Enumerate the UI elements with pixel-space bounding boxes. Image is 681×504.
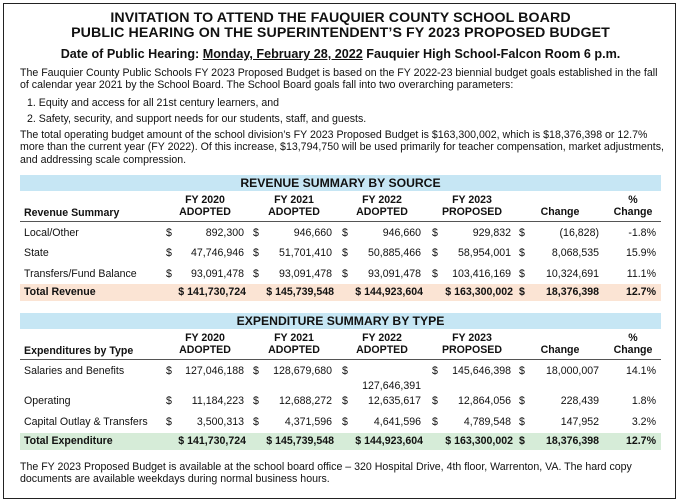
title-line-1: INVITATION TO ATTEND THE FAUQUIER COUNTY SCHOOL BOARD xyxy=(110,10,571,26)
expenditure-dollar-sign: $ xyxy=(166,365,172,377)
revenue-cell-value: 10,324,691 xyxy=(545,268,599,280)
expenditure-col-header-line1: FY 2021 xyxy=(274,332,314,344)
revenue-col-header-line1: FY 2021 xyxy=(274,194,314,206)
goal-1: 1. Equity and access for all 21st century learners, and xyxy=(27,97,280,109)
expenditure-col-header-line1: FY 2023 xyxy=(452,332,492,344)
revenue-total-change: 18,376,398 xyxy=(545,286,599,298)
goal-2: 2. Safety, security, and support needs for our students, staff, and guests. xyxy=(27,113,367,125)
hearing-line xyxy=(0,47,681,61)
expenditure-col-header-5 xyxy=(593,333,673,356)
expenditure-col-header-line1: FY 2020 xyxy=(185,332,225,344)
revenue-col-header-line1: FY 2023 xyxy=(452,194,492,206)
revenue-dollar-sign: $ xyxy=(166,247,172,259)
revenue-dollar-sign: $ xyxy=(519,247,525,259)
revenue-col-header-line2: ADOPTED xyxy=(356,205,408,218)
summary-paragraph: The total operating budget amount of the school division’s FY 2023 Proposed Budget is $163,300,002, which is $18,376,398 or 12.7% more than the current year (FY 2022). Of this increase, $13,794,750 will be used primarily for teacher compensation, market adjustments, and addressing scale compression. xyxy=(20,129,664,166)
revenue-col-header-3 xyxy=(432,195,512,218)
revenue-col-header-line1: FY 2020 xyxy=(185,194,225,206)
hearing-date: Monday, February 28, 2022 xyxy=(202,47,363,61)
revenue-col-header-5 xyxy=(593,195,673,218)
revenue-cell-value: 58,954,001 xyxy=(457,247,511,259)
revenue-cell-value: 8,068,535 xyxy=(551,247,599,259)
expenditure-cell-value: 128,679,680 xyxy=(273,365,332,377)
expenditure-total-pct: 12.7% xyxy=(625,435,656,447)
revenue-cell-value: 946,660 xyxy=(382,227,421,239)
expenditure-dollar-sign: $ xyxy=(253,395,259,407)
expenditure-cell-value: 4,789,548 xyxy=(463,416,511,428)
expenditure-total-dollar-sign: $ xyxy=(519,435,525,447)
revenue-dollar-sign: $ xyxy=(342,247,348,259)
expenditure-dollar-sign: $ xyxy=(432,365,438,377)
revenue-col-header-1 xyxy=(254,195,334,218)
expenditure-cell-value: 11,184,223 xyxy=(191,395,244,407)
expenditure-col-header-line2: Change xyxy=(540,343,580,356)
expenditure-col-header-2 xyxy=(342,333,422,356)
revenue-cell-value: 93,091,478 xyxy=(190,268,244,280)
revenue-dollar-sign: $ xyxy=(432,247,438,259)
expenditure-cell-value: 3,500,313 xyxy=(196,416,244,428)
expenditure-col-header-line2: ADOPTED xyxy=(356,343,408,356)
expenditure-col-header-line2: ADOPTED xyxy=(268,343,320,356)
expenditure-cell-value: 4,371,596 xyxy=(284,416,332,428)
revenue-col-header-line2: PROPOSED xyxy=(441,205,503,218)
expenditure-row-label: Salaries and Benefits xyxy=(24,365,125,377)
expenditure-cell-value: 18,000,007 xyxy=(545,365,599,377)
revenue-col-header-line2: ADOPTED xyxy=(179,205,231,218)
expenditure-total-change: 18,376,398 xyxy=(545,435,599,447)
expenditure-cell-pct: 3.2% xyxy=(631,416,656,428)
expenditure-cell-pct: 14.1% xyxy=(625,365,656,377)
revenue-dollar-sign: $ xyxy=(519,268,525,280)
expenditure-dollar-sign: $ xyxy=(166,416,172,428)
revenue-cell-value: 51,701,410 xyxy=(278,247,332,259)
revenue-cell-value: 892,300 xyxy=(205,227,244,239)
revenue-cell-value: 929,832 xyxy=(472,227,511,239)
revenue-total-dollar-sign: $ xyxy=(519,286,525,298)
expenditure-header: EXPENDITURE SUMMARY BY TYPE xyxy=(20,313,661,329)
revenue-dollar-sign: $ xyxy=(432,268,438,280)
expenditure-cell-value: 147,952 xyxy=(560,416,599,428)
expenditure-col-header-line2: ADOPTED xyxy=(179,343,231,356)
revenue-row-label: Transfers/Fund Balance xyxy=(24,268,137,280)
revenue-col-header-2 xyxy=(342,195,422,218)
revenue-total-value: $ 144,923,604 xyxy=(355,286,423,298)
expenditure-dollar-sign: $ xyxy=(342,365,348,377)
revenue-col-header-line1 xyxy=(520,195,600,207)
revenue-total-value: $ 145,739,548 xyxy=(266,286,334,298)
title-line-2: PUBLIC HEARING ON THE SUPERINTENDENT’S FY 2023 PROPOSED BUDGET xyxy=(71,25,610,41)
footer-note: The FY 2023 Proposed Budget is available at the school board office – 320 Hospital Drive, 4th floor, Warrenton, VA. The hard copy documents are available weekdays during normal business hours. xyxy=(20,461,632,486)
expenditure-col-header-3 xyxy=(432,333,512,356)
expenditure-cell-value: 145,646,398 xyxy=(452,365,511,377)
revenue-col-header-4 xyxy=(520,195,600,218)
revenue-cell-pct: 11.1% xyxy=(626,268,656,280)
expenditure-col-header-line1: % xyxy=(628,332,638,344)
revenue-total-value: $ 163,300,002 xyxy=(445,286,513,298)
expenditure-dollar-sign: $ xyxy=(432,395,438,407)
revenue-col-header-line2: Change xyxy=(540,205,580,218)
revenue-cell-pct: 15.9% xyxy=(625,247,656,259)
expenditure-header-rule xyxy=(20,359,661,360)
revenue-dollar-sign: $ xyxy=(253,268,259,280)
expenditure-dollar-sign: $ xyxy=(519,416,525,428)
revenue-dollar-sign: $ xyxy=(166,268,172,280)
expenditure-row-label: Capital Outlay & Transfers xyxy=(24,416,148,428)
expenditure-label-header: Expenditures by Type xyxy=(24,345,134,357)
expenditure-dollar-sign: $ xyxy=(166,395,172,407)
intro-paragraph: The Fauquier County Public Schools FY 2023 Proposed Budget is based on the FY 2022-23 biennial budget goals established in the fall of calendar year 2021 by the School Board. The School Board goals fall into two overarching parameters: xyxy=(20,67,658,92)
revenue-header: REVENUE SUMMARY BY SOURCE xyxy=(20,175,661,191)
revenue-dollar-sign: $ xyxy=(253,247,259,259)
revenue-cell-value: 103,416,169 xyxy=(452,268,511,280)
expenditure-col-header-line2: Change xyxy=(613,343,653,356)
expenditure-cell-value: 12,864,056 xyxy=(457,395,511,407)
expenditure-dollar-sign: $ xyxy=(253,416,259,428)
expenditure-col-header-line1: FY 2022 xyxy=(362,332,402,344)
revenue-row-label: State xyxy=(24,247,49,259)
expenditure-col-header-line1 xyxy=(520,333,600,345)
expenditure-col-header-1 xyxy=(254,333,334,356)
expenditure-dollar-sign: $ xyxy=(253,365,259,377)
expenditure-cell-value: 228,439 xyxy=(560,395,599,407)
expenditure-cell-value: 127,046,188 xyxy=(185,365,244,377)
revenue-cell-value: 50,885,466 xyxy=(367,247,421,259)
expenditure-cell-value: 127,646,391 xyxy=(362,380,421,392)
revenue-col-header-line1: % xyxy=(628,194,638,206)
revenue-dollar-sign: $ xyxy=(519,227,525,239)
expenditure-cell-value: 12,635,617 xyxy=(367,395,421,407)
expenditure-dollar-sign: $ xyxy=(432,416,438,428)
hearing-prefix: Date of Public Hearing: xyxy=(60,47,203,61)
revenue-total-value: $ 141,730,724 xyxy=(178,286,246,298)
expenditure-total-label: Total Expenditure xyxy=(24,435,113,447)
expenditure-dollar-sign: $ xyxy=(342,416,348,428)
revenue-dollar-sign: $ xyxy=(166,227,172,239)
revenue-dollar-sign: $ xyxy=(342,227,348,239)
expenditure-total-value: $ 163,300,002 xyxy=(445,435,513,447)
expenditure-dollar-sign: $ xyxy=(519,365,525,377)
expenditure-col-header-4 xyxy=(520,333,600,356)
revenue-label-header: Revenue Summary xyxy=(24,207,120,219)
expenditure-total-value: $ 141,730,724 xyxy=(178,435,246,447)
expenditure-cell-value: 4,641,596 xyxy=(373,416,421,428)
revenue-row-label: Local/Other xyxy=(24,227,79,239)
expenditure-total-value: $ 145,739,548 xyxy=(266,435,334,447)
revenue-total-pct: 12.7% xyxy=(625,286,656,298)
revenue-cell-value: 93,091,478 xyxy=(278,268,332,280)
hearing-location: Fauquier High School-Falcon Room 6 p.m. xyxy=(362,47,621,61)
expenditure-row-label: Operating xyxy=(24,395,71,407)
revenue-col-header-0 xyxy=(165,195,245,218)
revenue-cell-value: (16,828) xyxy=(559,227,599,239)
revenue-cell-pct: -1.8% xyxy=(628,227,656,239)
expenditure-cell-pct: 1.8% xyxy=(631,395,656,407)
revenue-dollar-sign: $ xyxy=(253,227,259,239)
revenue-dollar-sign: $ xyxy=(432,227,438,239)
expenditure-col-header-line2: PROPOSED xyxy=(441,343,503,356)
expenditure-total-value: $ 144,923,604 xyxy=(355,435,423,447)
revenue-col-header-line2: ADOPTED xyxy=(268,205,320,218)
revenue-header-rule xyxy=(20,221,661,222)
expenditure-dollar-sign: $ xyxy=(342,395,348,407)
revenue-col-header-line1: FY 2022 xyxy=(362,194,402,206)
revenue-dollar-sign: $ xyxy=(342,268,348,280)
revenue-cell-value: 93,091,478 xyxy=(367,268,421,280)
revenue-total-label: Total Revenue xyxy=(24,286,96,298)
expenditure-cell-value: 12,688,272 xyxy=(278,395,332,407)
revenue-cell-value: 47,746,946 xyxy=(190,247,244,259)
expenditure-dollar-sign: $ xyxy=(519,395,525,407)
revenue-cell-value: 946,660 xyxy=(293,227,332,239)
expenditure-col-header-0 xyxy=(165,333,245,356)
revenue-col-header-line2: Change xyxy=(613,205,653,218)
